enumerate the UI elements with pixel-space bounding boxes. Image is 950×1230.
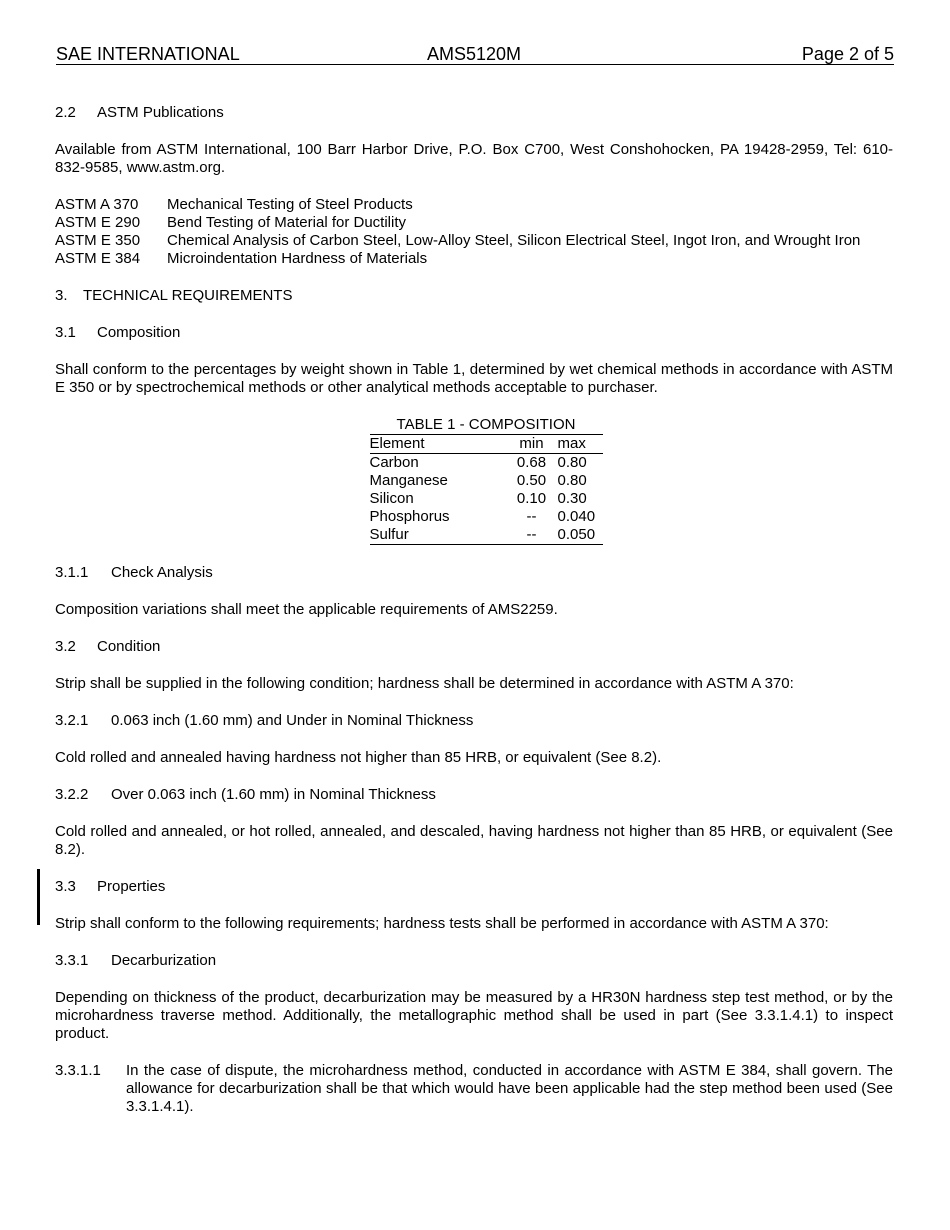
section-3-2-1-heading <box>55 712 893 730</box>
section-3-2-2-paragraph: Cold rolled and annealed, or hot rolled, annealed, and descaled, having hardness not higher than 85 HRB, or equivalent (See 8.2). <box>55 823 893 858</box>
section-3-2-2-heading <box>55 786 893 804</box>
header-page-number: Page 2 of 5 <box>801 44 894 64</box>
header-org: SAE INTERNATIONAL <box>56 44 240 64</box>
cell-min: -- <box>526 508 537 525</box>
reference-title: Chemical Analysis of Carbon Steel, Low-Alloy Steel, Silicon Electrical Steel, Ingot Iron, and Wrought Iron <box>167 232 861 249</box>
composition-table-wrapper <box>55 416 893 545</box>
reference-title: Microindentation Hardness of Materials <box>167 250 428 267</box>
cell-max: 0.80 <box>557 454 587 471</box>
cell-element: Silicon <box>369 490 414 507</box>
section-title: ASTM Publications <box>97 104 224 121</box>
section-3-2-heading <box>55 638 893 656</box>
cell-min: 0.10 <box>516 490 547 507</box>
reference-id: ASTM A 370 <box>55 196 139 213</box>
cell-max: 0.30 <box>557 490 587 507</box>
document-body <box>55 104 893 1135</box>
section-number: 3.1 <box>55 324 76 341</box>
section-3-1-heading <box>55 324 893 342</box>
section-number: 3. <box>55 287 68 304</box>
table-row <box>370 454 603 473</box>
table-row <box>370 526 603 545</box>
section-title: Composition <box>97 324 181 341</box>
header-element: Element <box>370 435 506 454</box>
section-title: Decarburization <box>111 952 217 969</box>
section-2-2-paragraph: Available from ASTM International, 100 Barr Harbor Drive, P.O. Box C700, West Conshohocken, PA 19428-2959, Tel: 610-832-9585, www.astm.org. <box>55 141 893 176</box>
cell-element: Sulfur <box>370 526 506 545</box>
reference-item <box>55 232 893 250</box>
cell-min: 0.50 <box>516 472 547 489</box>
header-doc-number: AMS5120M <box>427 44 522 64</box>
change-bar <box>37 869 40 925</box>
section-number: 3.2 <box>55 638 76 655</box>
section-number: 3.2.2 <box>55 786 89 803</box>
section-number: 3.3.1.1 <box>55 1062 101 1079</box>
section-3-2-paragraph: Strip shall be supplied in the following condition; hardness shall be determined in accordance with ASTM A 370: <box>55 675 794 692</box>
reference-id: ASTM E 290 <box>55 214 141 231</box>
cell-max: 0.050 <box>558 526 603 545</box>
section-3-1-1-paragraph: Composition variations shall meet the applicable requirements of AMS2259. <box>55 601 558 618</box>
section-title: Condition <box>97 638 161 655</box>
section-3-heading <box>55 287 893 305</box>
section-number: 3.2.1 <box>55 712 89 729</box>
section-title: Check Analysis <box>111 564 213 581</box>
section-title: 0.063 inch (1.60 mm) and Under in Nominal Thickness <box>111 712 474 729</box>
cell-element: Phosphorus <box>369 508 450 525</box>
composition-table <box>370 416 603 545</box>
reference-title: Bend Testing of Material for Ductility <box>167 214 406 231</box>
section-3-3-1-1-text: In the case of dispute, the microhardness method, conducted in accordance with ASTM E 384, shall govern. The allowance for decarburization shall be that which would have been applicable had the step method been used (See 3.3.1.4.1). <box>126 1062 893 1115</box>
section-3-3-heading <box>55 878 893 896</box>
header-max: max <box>558 435 603 454</box>
reference-id: ASTM E 350 <box>55 232 141 249</box>
section-number: 3.1.1 <box>55 564 89 581</box>
table-row <box>370 508 603 526</box>
table-header-row <box>370 435 603 454</box>
section-3-1-1-heading <box>55 564 893 582</box>
section-title: Over 0.063 inch (1.60 mm) in Nominal Thickness <box>111 786 436 803</box>
table-row <box>370 472 603 490</box>
section-3-1-paragraph: Shall conform to the percentages by weight shown in Table 1, determined by wet chemical methods in accordance with ASTM E 350 or by spectrochemical methods or other analytical methods acceptable to purchaser. <box>55 361 893 396</box>
section-3-3-1-paragraph: Depending on thickness of the product, decarburization may be measured by a HR30N hardness step test method, or by the microhardness traverse method. Additionally, the metallographic method shall be used in part (See 3.3.1.4.1) to inspect product. <box>55 989 893 1042</box>
section-3-3-paragraph: Strip shall conform to the following requirements; hardness tests shall be performed in accordance with ASTM A 370: <box>55 915 829 932</box>
section-2-2-heading <box>55 104 893 122</box>
section-number: 3.3 <box>55 878 76 895</box>
cell-min: -- <box>506 526 558 545</box>
section-number: 2.2 <box>55 104 76 121</box>
reference-list <box>55 196 893 268</box>
reference-item <box>55 196 893 214</box>
reference-item <box>55 214 893 232</box>
cell-min: 0.68 <box>516 454 547 471</box>
reference-item <box>55 250 893 268</box>
cell-element: Carbon <box>369 454 419 471</box>
page-header <box>56 45 894 65</box>
section-title: TECHNICAL REQUIREMENTS <box>83 287 293 304</box>
cell-max: 0.040 <box>557 508 596 525</box>
reference-id: ASTM E 384 <box>55 250 141 267</box>
header-min: min <box>506 435 558 454</box>
cell-element: Manganese <box>369 472 448 489</box>
table-row <box>370 490 603 508</box>
section-3-3-1-1 <box>55 1062 893 1116</box>
section-3-2-1-paragraph: Cold rolled and annealed having hardness not higher than 85 HRB, or equivalent (See 8.2). <box>55 749 662 766</box>
reference-title: Mechanical Testing of Steel Products <box>167 196 413 213</box>
cell-max: 0.80 <box>557 472 587 489</box>
section-number: 3.3.1 <box>55 952 89 969</box>
section-3-3-1-heading <box>55 952 893 970</box>
section-title: Properties <box>97 878 166 895</box>
table-caption: TABLE 1 - COMPOSITION <box>396 416 576 433</box>
